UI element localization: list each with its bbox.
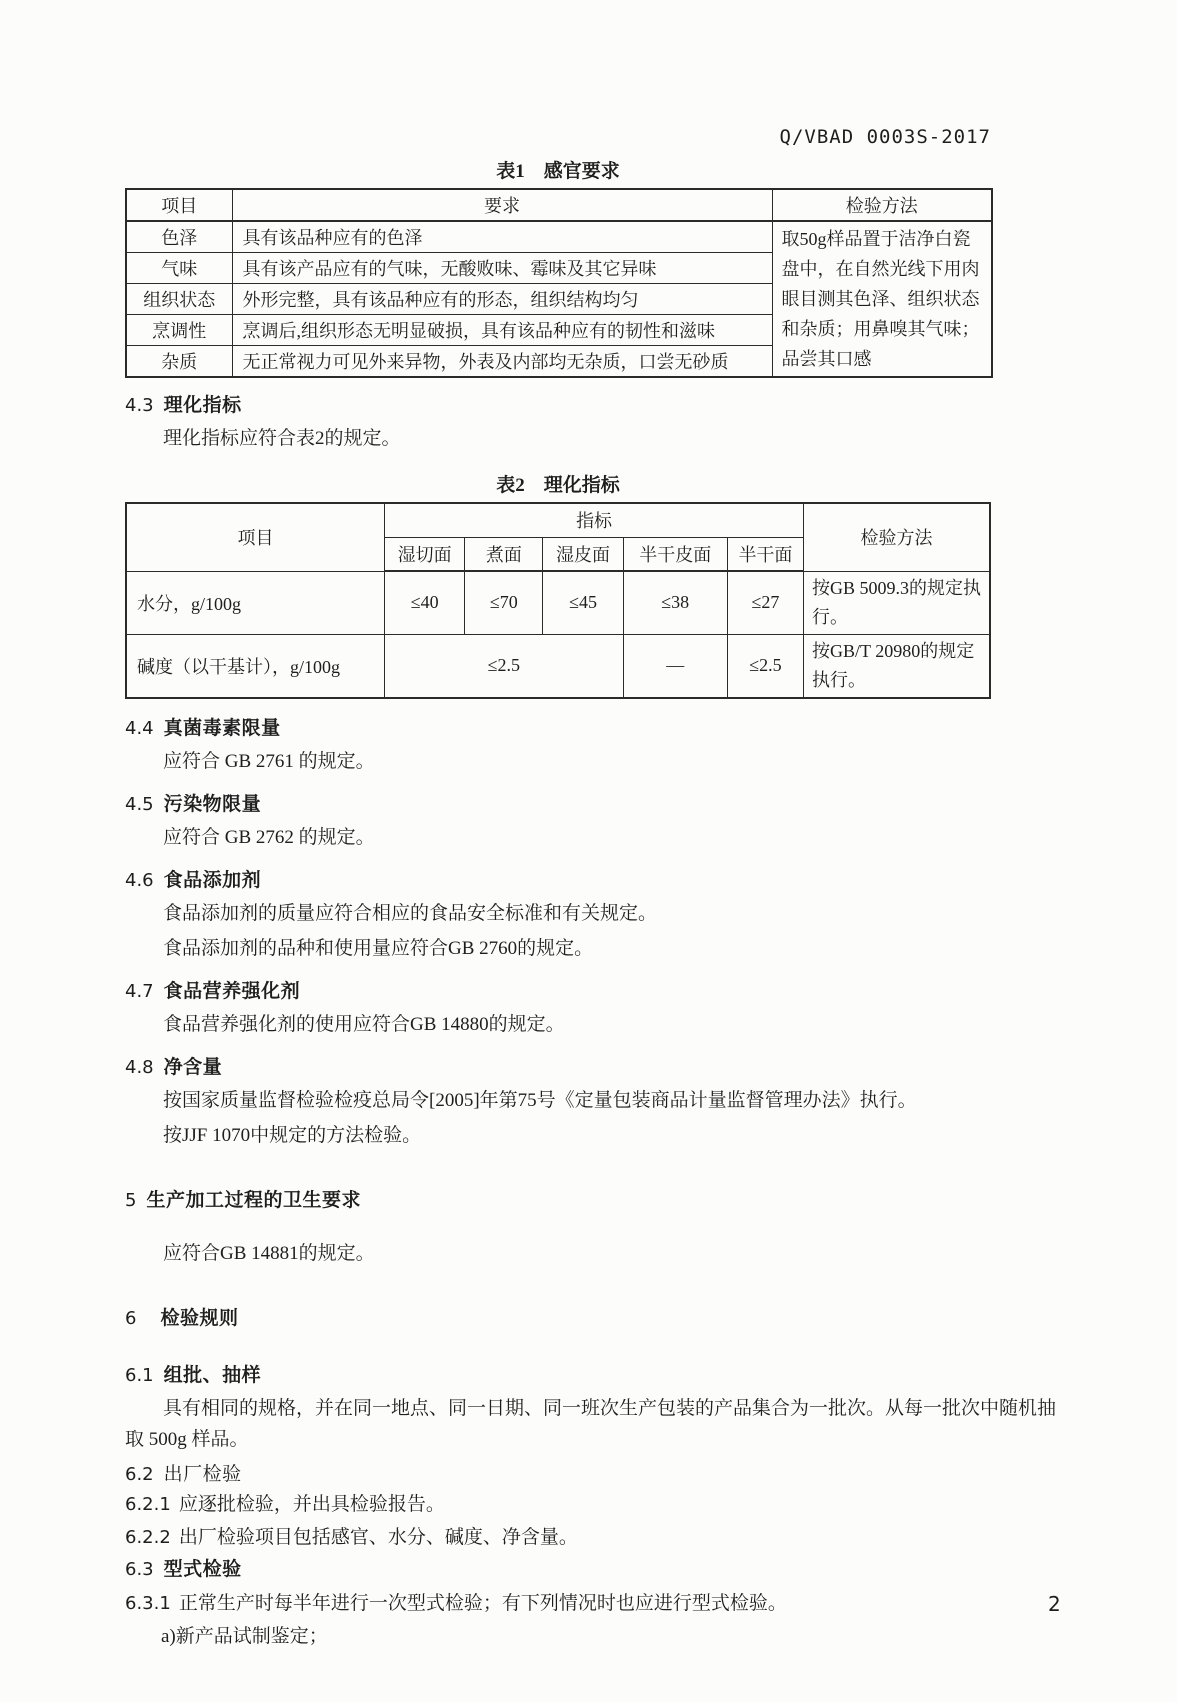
section-5-paragraph: 应符合GB 14881的规定。	[163, 1242, 375, 1264]
section-4-7-paragraph: 食品营养强化剂的使用应符合GB 14880的规定。	[163, 1013, 565, 1035]
table-cell-item: 杂质	[126, 346, 232, 378]
section-6-1-heading	[125, 1362, 1065, 1389]
section-4-6-paragraph: 食品添加剂的品种和使用量应符合GB 2760的规定。	[163, 937, 594, 959]
table1-header-row	[126, 189, 992, 221]
page-content	[125, 126, 1065, 1653]
section-title: 理化指标	[163, 395, 242, 416]
table-cell-item: 烹调性	[126, 315, 232, 346]
section-6-heading	[125, 1305, 1065, 1332]
section-number: 5	[125, 1189, 137, 1211]
section-4-7-heading	[125, 978, 1065, 1005]
table2-subcol: 煮面	[465, 537, 543, 571]
table-cell-value: ≤27	[727, 571, 803, 634]
table2-header-row-1	[126, 503, 990, 537]
section-6-3-heading	[125, 1556, 1065, 1583]
table2-col-index: 指标	[385, 503, 804, 537]
table-cell-value: ≤2.5	[727, 634, 803, 698]
table1-method-cell: 取50g样品置于洁净白瓷盘中，在自然光线下用肉眼目测其色泽、组织状态和杂质；用鼻嗅其气味；品尝其口感	[772, 221, 992, 377]
section-number: 4.4	[125, 717, 154, 739]
table-row	[126, 221, 992, 253]
section-4-8-heading	[125, 1054, 1065, 1081]
table-cell-requirement: 烹调后,组织形态无明显破损，具有该品种应有的韧性和滋味	[232, 315, 772, 346]
table2-col-method: 检验方法	[804, 503, 990, 571]
section-title: 真菌毒素限量	[163, 717, 281, 739]
doc-number: Q/VBAD 0003S-2017	[779, 126, 991, 148]
section-title: 污染物限量	[163, 793, 262, 815]
section-5-heading	[125, 1187, 1065, 1214]
clause-text: 应逐批检验，并出具检验报告。	[178, 1493, 445, 1515]
section-title: 检验规则	[160, 1307, 239, 1329]
section-title: 生产加工过程的卫生要求	[146, 1189, 361, 1211]
table-cell-value-merged: ≤2.5	[385, 634, 624, 698]
table-cell-value: ≤70	[465, 571, 543, 634]
table2-subcol: 湿皮面	[543, 537, 623, 571]
table2-subcol: 湿切面	[385, 537, 465, 571]
table-cell-value: ≤38	[623, 571, 727, 634]
section-title: 出厂检验	[163, 1463, 242, 1485]
clause-6-3-1	[125, 1587, 1065, 1620]
section-number: 6	[125, 1307, 137, 1329]
table1-col-method: 检验方法	[772, 189, 992, 221]
clause-number: 6.2.1	[125, 1493, 171, 1515]
section-title: 食品营养强化剂	[163, 980, 301, 1002]
section-number: 4.5	[125, 793, 154, 815]
section-4-4-heading	[125, 715, 1065, 742]
section-number: 6.1	[125, 1364, 154, 1386]
page-number: 2	[1048, 1592, 1061, 1616]
section-4-5-paragraph: 应符合 GB 2762 的规定。	[163, 826, 375, 848]
section-number: 6.2	[125, 1463, 154, 1485]
table-cell-item: 碱度（以干基计），g/100g	[126, 634, 385, 698]
section-number: 4.7	[125, 980, 154, 1002]
section-number: 4.6	[125, 869, 154, 891]
table-cell-requirement: 具有该产品应有的气味，无酸败味、霉味及其它异味	[232, 253, 772, 284]
table-cell-item: 气味	[126, 253, 232, 284]
table-cell-requirement: 具有该品种应有的色泽	[232, 221, 772, 253]
table-row-moisture	[126, 571, 990, 634]
section-4-6-heading	[125, 867, 1065, 894]
table-cell-item: 组织状态	[126, 284, 232, 315]
table2-title: 表2 理化指标	[496, 475, 620, 496]
table-cell-item: 水分，g/100g	[126, 571, 385, 634]
section-4-8-paragraph: 按JJF 1070中规定的方法检验。	[163, 1124, 422, 1146]
section-6-2-heading	[125, 1461, 1065, 1488]
table2-col-item: 项目	[126, 503, 385, 571]
clause-text: 出厂检验项目包括感官、水分、碱度、净含量。	[178, 1526, 578, 1548]
section-4-5-heading	[125, 791, 1065, 818]
table-cell-value: ≤40	[385, 571, 465, 634]
clause-text: 正常生产时每半年进行一次型式检验；有下列情况时也应进行型式检验。	[178, 1592, 787, 1614]
table2-subcol: 半干面	[727, 537, 803, 571]
table-cell-requirement: 外形完整，具有该品种应有的形态，组织结构均匀	[232, 284, 772, 315]
clause-number: 6.2.2	[125, 1526, 171, 1548]
table-cell-requirement: 无正常视力可见外来异物，外表及内部均无杂质，口尝无砂质	[232, 346, 772, 378]
table-cell-method: 按GB 5009.3的规定执行。	[804, 571, 990, 634]
table1-col-item: 项目	[126, 189, 232, 221]
table-cell-value: —	[623, 634, 727, 698]
section-6-1-paragraph: 具有相同的规格，并在同一地点、同一日期、同一班次生产包装的产品集合为一批次。从每一批次中随机抽取 500g 样品。	[125, 1397, 1057, 1450]
table2-physicochemical-indices	[125, 502, 991, 699]
section-title: 净含量	[163, 1056, 223, 1078]
table1-col-requirement: 要求	[232, 189, 772, 221]
table2-subcol: 半干皮面	[623, 537, 727, 571]
section-title: 食品添加剂	[163, 869, 262, 891]
section-4-3-heading	[125, 392, 1065, 419]
clause-6-2-2	[125, 1521, 1065, 1554]
section-number: 4.8	[125, 1056, 154, 1078]
table-cell-value: ≤45	[543, 571, 623, 634]
section-4-6-paragraph: 食品添加剂的质量应符合相应的食品安全标准和有关规定。	[163, 902, 658, 924]
clause-number: 6.3.1	[125, 1592, 171, 1614]
table-cell-method: 按GB/T 20980的规定执行。	[804, 634, 990, 698]
list-item-a: a)新产品试制鉴定；	[161, 1625, 328, 1647]
clause-6-2-1	[125, 1488, 1065, 1521]
section-4-8-paragraph: 按国家质量监督检验检疫总局令[2005]年第75号《定量包装商品计量监督管理办法》执行。	[163, 1089, 917, 1111]
table-row-alkalinity	[126, 634, 990, 698]
section-4-3-paragraph: 理化指标应符合表2的规定。	[163, 428, 401, 449]
section-title: 型式检验	[163, 1558, 242, 1580]
section-number: 6.3	[125, 1558, 154, 1580]
section-title: 组批、抽样	[163, 1364, 262, 1386]
table-cell-item: 色泽	[126, 221, 232, 253]
table1-title: 表1 感官要求	[496, 161, 620, 182]
section-number: 4.3	[125, 395, 154, 416]
table1-sensory-requirements	[125, 188, 993, 378]
section-4-4-paragraph: 应符合 GB 2761 的规定。	[163, 750, 375, 772]
